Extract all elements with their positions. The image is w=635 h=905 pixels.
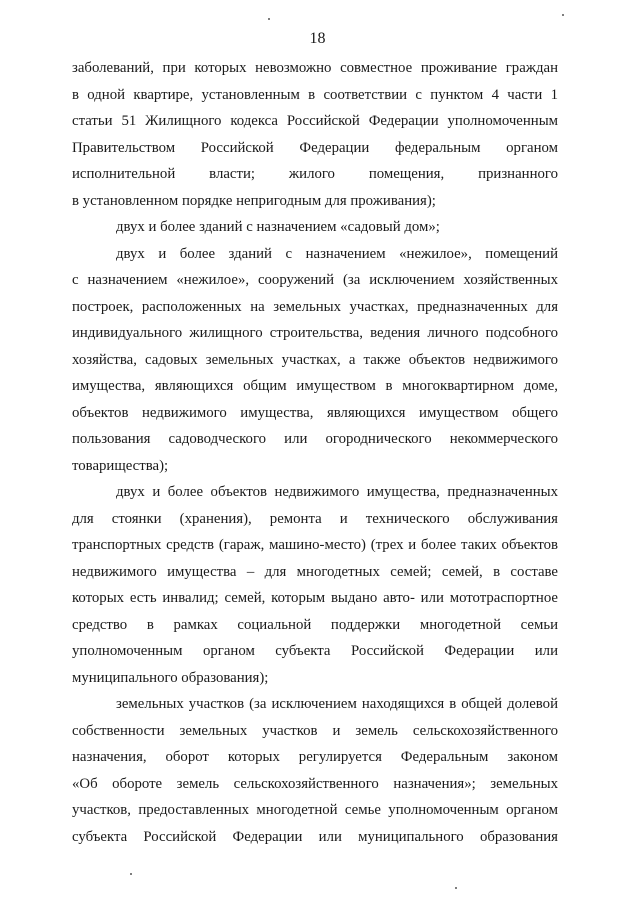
text-line: двух и более зданий с назначением «садовый дом»;: [116, 219, 440, 235]
text-line: пользования садоводческого или огороднического некоммерческого: [72, 431, 558, 447]
text-line: собственности земельных участков и земель сельскохозяйственного: [72, 722, 558, 739]
text-line: хозяйства, садовых земельных участках, а также объектов недвижимого: [72, 351, 558, 368]
text-line: с назначением «нежилое», сооружений (за исключением хозяйственных: [72, 272, 558, 288]
text-line: объектов недвижимого имущества, являющихся имуществом общего: [72, 404, 558, 421]
text-line: индивидуального жилищного строительства, ведения личного подсобного: [72, 325, 558, 341]
page-number: 18: [309, 30, 326, 47]
text-line: заболеваний, при которых невозможно совместное проживание граждан: [72, 60, 558, 76]
text-line: уполномоченным органом субъекта Российской Федерации или: [72, 643, 558, 659]
text-line: исполнительной власти; жилого помещения, признанного: [72, 166, 558, 182]
text-line: двух и более объектов недвижимого имущества, предназначенных: [116, 484, 558, 500]
text-line: недвижимого имущества – для многодетных семей; семей, в составе: [72, 563, 558, 580]
text-line: муниципального образования);: [72, 669, 269, 686]
scan-speck: [455, 887, 457, 889]
text-line: назначения, оборот которых регулируется Федеральным законом: [72, 749, 558, 765]
text-line: построек, расположенных на земельных участках, предназначенных для: [72, 298, 558, 315]
text-line: средство в рамках социальной поддержки многодетной семьи: [72, 616, 558, 633]
paragraph: [72, 55, 558, 214]
text-line: для стоянки (хранения), ремонта и технического обслуживания: [72, 510, 558, 527]
paragraph: [72, 691, 558, 850]
text-line: в установленном порядке непригодным для проживания);: [72, 192, 436, 209]
text-line: участков, предоставленных многодетной семье уполномоченным органом: [72, 802, 558, 818]
text-line: статьи 51 Жилищного кодекса Российской Федерации уполномоченным: [72, 113, 558, 129]
text-line: земельных участков (за исключением находящихся в общей долевой: [116, 696, 558, 712]
text-line: «Об обороте земель сельскохозяйственного назначения»; земельных: [72, 775, 558, 792]
paragraph: [72, 241, 558, 480]
paragraph: [72, 479, 558, 691]
text-line: Правительством Российской Федерации федеральным органом: [72, 139, 558, 156]
text-line: имущества, являющихся общим имуществом в многоквартирном доме,: [72, 378, 558, 394]
scan-speck: [562, 14, 564, 16]
text-line: которых есть инвалид; семей, которым выдано авто- или мототраспортное: [72, 590, 558, 606]
body-text: [72, 55, 558, 850]
scan-speck: [130, 873, 132, 875]
text-line: транспортных средств (гараж, машино-место) (трех и более таких объектов: [72, 537, 558, 553]
paragraph: [72, 214, 558, 241]
text-line: субъекта Российской Федерации или муниципального образования: [72, 828, 558, 845]
text-line: двух и более зданий с назначением «нежилое», помещений: [116, 245, 558, 262]
scan-speck: [268, 18, 270, 20]
text-line: в одной квартире, установленным в соответствии с пунктом 4 части 1: [72, 86, 558, 103]
text-line: товарищества);: [72, 457, 169, 474]
